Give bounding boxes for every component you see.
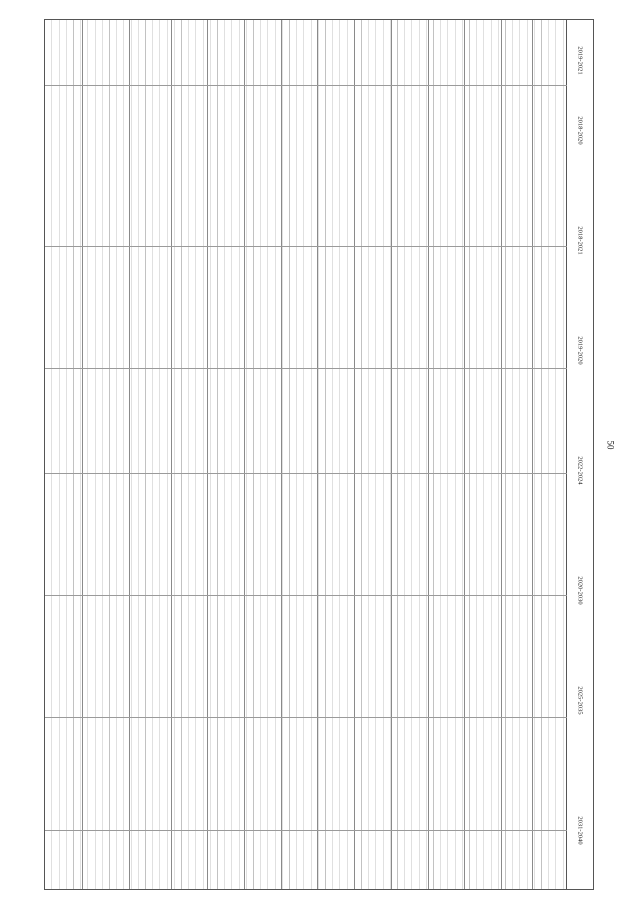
header-cell: 2018-2021 [576, 225, 584, 255]
table-row-rule [45, 246, 567, 247]
header-cell: 2019-2020 [576, 335, 584, 365]
table-column-rule [129, 20, 130, 889]
table-column-rule [281, 20, 282, 889]
table-column-rule [532, 20, 533, 889]
table-row-rule [45, 473, 567, 474]
page-number: 50 [605, 440, 616, 450]
header-cell: 2018-2020 [576, 115, 584, 145]
rotated-data-table [44, 19, 594, 890]
header-cell: 2020-2030 [576, 575, 584, 605]
table-column-rule [171, 20, 172, 889]
table-column-rule [354, 20, 355, 889]
table-row-rule [45, 368, 567, 369]
table-column-rule [428, 20, 429, 889]
table-column-rule [501, 20, 502, 889]
header-cell: 2031-2040 [576, 815, 584, 845]
table-column-rule [317, 20, 318, 889]
table-column-rule [244, 20, 245, 889]
table-row-rule [45, 595, 567, 596]
table-header-strip [566, 20, 593, 889]
header-cell: 2019-2021 [576, 45, 584, 75]
header-cell: 2025-2035 [576, 685, 584, 715]
header-cell: 2022-2024 [576, 455, 584, 485]
table-row-rule [45, 717, 567, 718]
table-column-rule [464, 20, 465, 889]
table-row-rule [45, 85, 567, 86]
table-column-rule [391, 20, 392, 889]
table-row-rule [45, 830, 567, 831]
table-column-rule [207, 20, 208, 889]
table-column-rule [82, 20, 83, 889]
